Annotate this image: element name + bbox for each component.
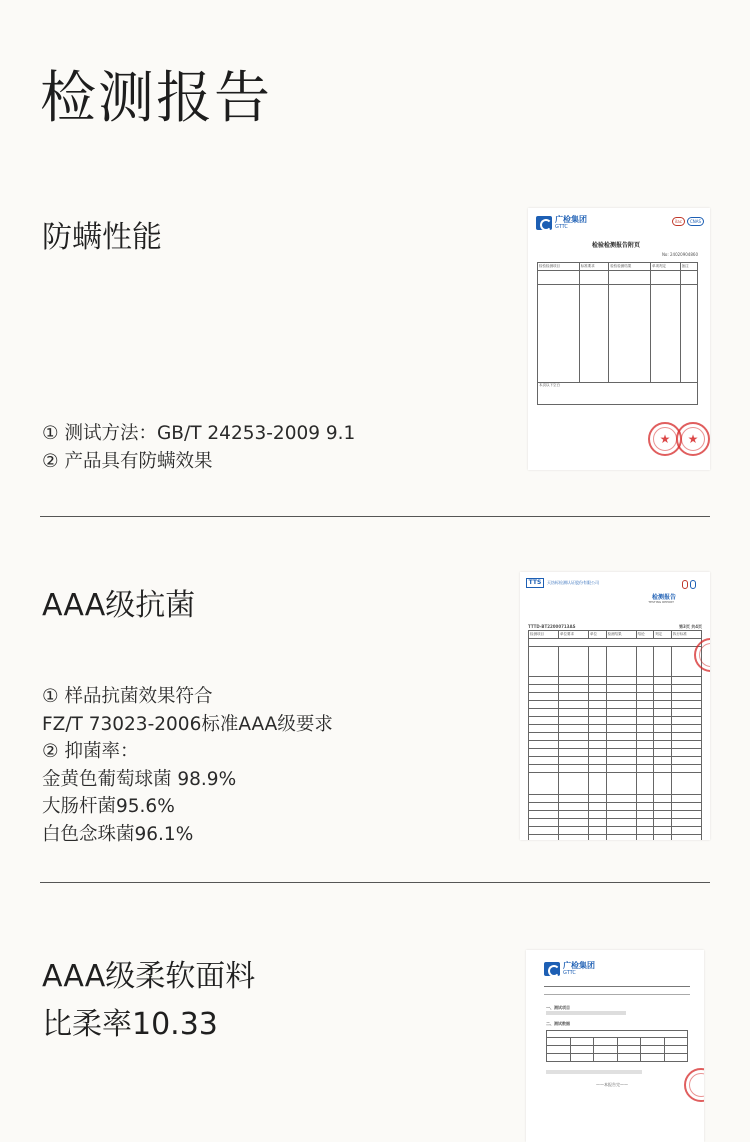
report-number: TTTD-BT22000713AS (528, 624, 576, 629)
section-desc-antibacterial (42, 683, 333, 848)
doc-heading: 检测报告 (651, 594, 676, 601)
section-divider (40, 516, 710, 517)
table-remark: 本页以下空白 (538, 383, 698, 405)
desc-line: ① 样品抗菌效果符合 (42, 686, 213, 707)
page-number: 第3页 共4页 (679, 624, 702, 629)
antibacterial-report-image (520, 572, 710, 840)
section-title-anti-mite: 防螨性能 (42, 220, 162, 255)
section-title-antibacterial: AAA级抗菌 (42, 588, 196, 623)
ilac-badge (682, 580, 688, 589)
red-seal-stamp: ★ (676, 422, 710, 456)
table-head-cell: 标准要求 (579, 263, 609, 271)
tts-logo-icon: TTS (526, 578, 544, 588)
cert-badges (672, 217, 704, 226)
section-divider (40, 882, 710, 883)
cnas-badge (690, 580, 696, 589)
red-seal-stamp (684, 1068, 704, 1102)
desc-line: ① 测试方法：GB/T 24253-2009 9.1 (42, 423, 356, 444)
logo-sub: GTTC (563, 970, 576, 976)
desc-line: ② 产品具有防螨效果 (42, 450, 213, 472)
table-head-cell: 检验检测结果 (609, 263, 651, 271)
section-desc-anti-mite (42, 420, 355, 475)
gttc-logo-icon (536, 216, 552, 230)
table-head-cell: 单位 (589, 631, 607, 639)
table-head-cell: 结论 (636, 631, 654, 639)
report-number: No: 24020904860 (661, 252, 698, 257)
doc-section-a: 一、测试项目 (546, 1005, 570, 1010)
tts-logo (526, 578, 599, 588)
table-head-cell: 备注 (680, 263, 697, 271)
table-head-cell: 执行标准 (671, 631, 701, 639)
softness-table (546, 1030, 688, 1062)
anti-mite-table (537, 262, 698, 405)
red-seal-stamp: ★ (648, 422, 682, 456)
doc-section-b: 二、测试数据 (546, 1021, 570, 1026)
logo-sub: GTTC (555, 224, 568, 230)
ilac-badge: ilac (672, 217, 685, 226)
logo-text: 广检集团 (563, 961, 595, 970)
table-head-cell: 判定 (654, 631, 672, 639)
cert-badges (682, 580, 696, 589)
table-head-cell: 单项判定 (651, 263, 681, 271)
section-title-soft-fabric: AAA级柔软面料 (42, 959, 256, 994)
doc-heading-en: TESTING REPORT (648, 600, 674, 604)
desc-line: 白色念珠菌96.1% (42, 823, 194, 845)
gttc-logo-icon (544, 962, 560, 976)
table-head-cell: 检测项目 (529, 631, 559, 639)
desc-line: 金黄色葡萄球菌 98.9% (42, 768, 237, 790)
table-head-cell: 检测结果 (606, 631, 636, 639)
antibacterial-table (528, 630, 702, 840)
desc-line: 大肠杆菌95.6% (42, 796, 175, 817)
soft-fabric-report-image (526, 950, 704, 1142)
anti-mite-report-image (528, 208, 710, 470)
company-name: 天纺标检测认证股份有限公司 (547, 580, 599, 585)
doc-text-line (546, 1011, 626, 1015)
cnas-badge: CNAS (687, 217, 704, 226)
section-subtitle-softness: 比柔率10.33 (42, 1007, 218, 1042)
table-head-cell: 检验检测项目 (538, 263, 580, 271)
doc-rule (544, 986, 690, 987)
gttc-logo (544, 962, 595, 976)
page-title: 检测报告 (40, 66, 272, 131)
doc-end-text: ——本报告完—— (596, 1082, 628, 1087)
table-head-cell: 单位要求 (559, 631, 589, 639)
desc-line: FZ/T 73023-2006标准AAA级要求 (42, 713, 333, 735)
doc-rule (544, 994, 690, 995)
doc-text-line (546, 1070, 642, 1074)
doc-heading: 检验检测报告附页 (592, 242, 641, 249)
desc-line: ② 抑菌率： (42, 741, 139, 762)
gttc-logo (536, 216, 587, 230)
logo-text: 广检集团 (555, 215, 587, 224)
